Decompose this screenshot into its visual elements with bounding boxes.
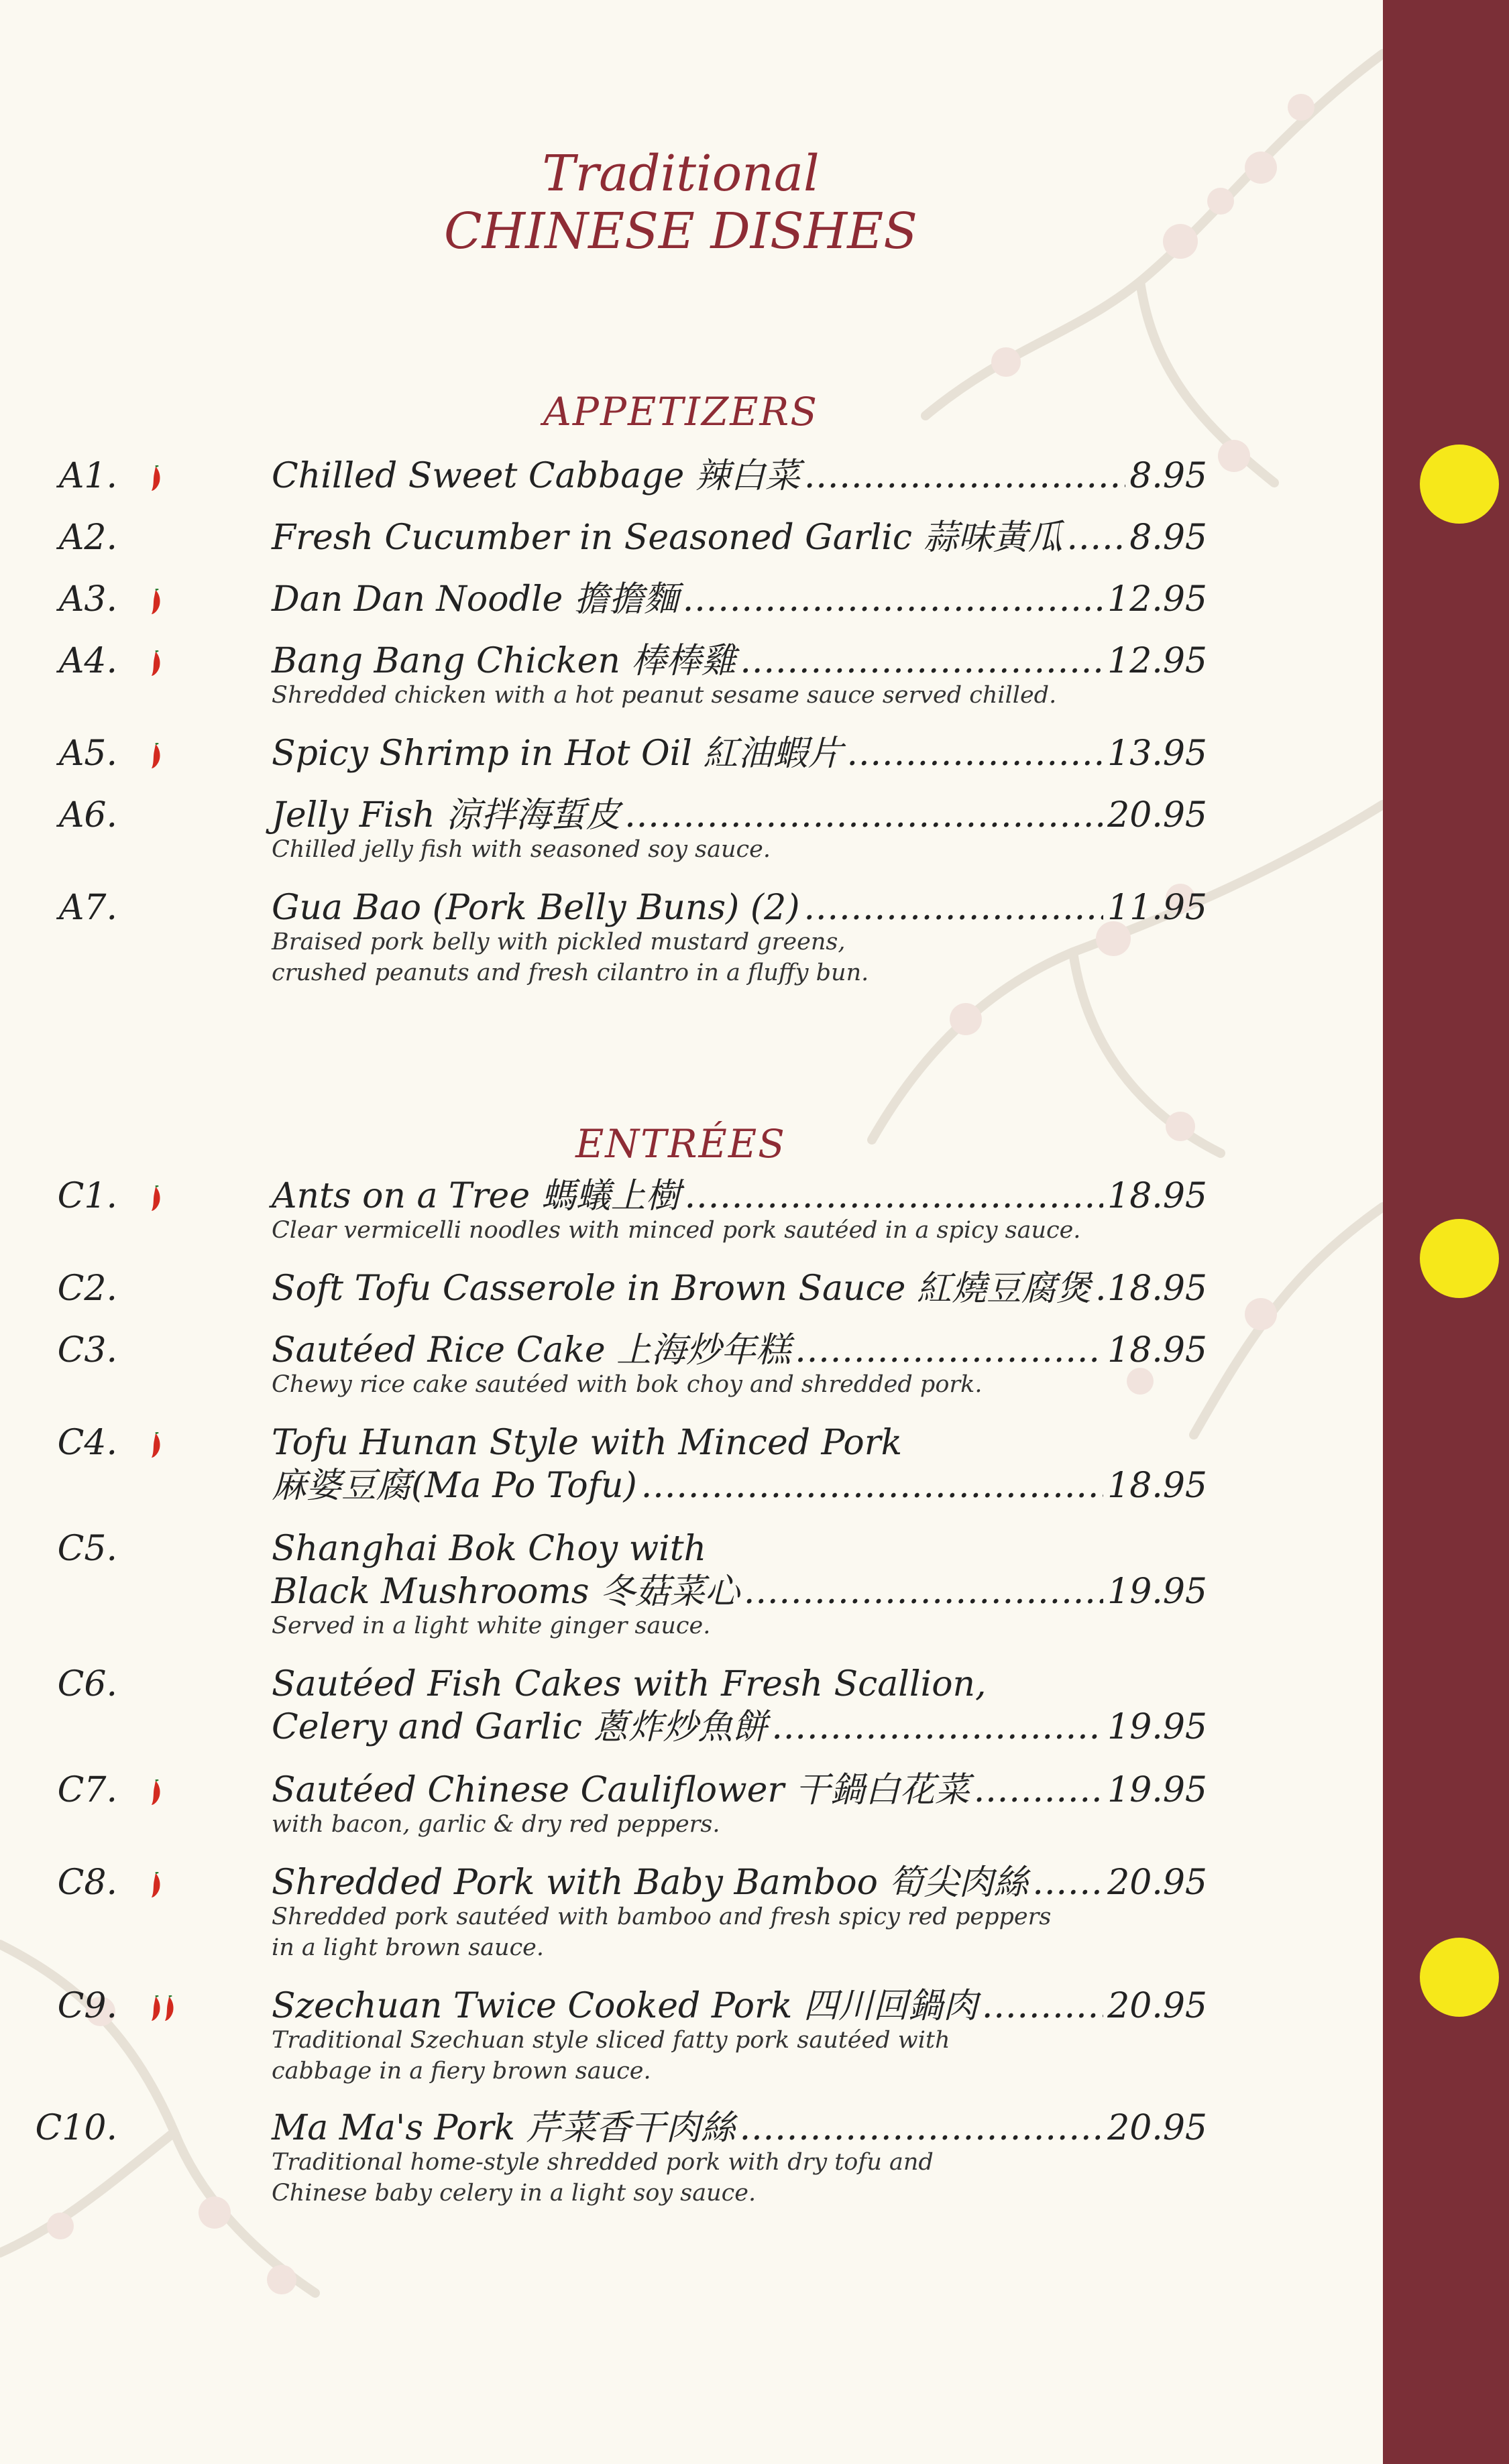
leader-dots bbox=[974, 1770, 1103, 1810]
leader-dots bbox=[771, 1707, 1103, 1747]
item-name: Bang Bang Chicken 棒棒雞 bbox=[272, 641, 736, 681]
item-name-line1: Tofu Hunan Style with Minced Pork bbox=[272, 1423, 903, 1463]
item-code: A5. bbox=[58, 734, 117, 774]
item-price: 19.95 bbox=[1107, 1572, 1207, 1612]
item-description: cabbage in a fiery brown sauce. bbox=[272, 2058, 651, 2085]
leader-dots bbox=[744, 1572, 1103, 1612]
item-code: C7. bbox=[57, 1770, 117, 1810]
leader-dots bbox=[1067, 518, 1126, 558]
item-price: 20.95 bbox=[1107, 795, 1207, 835]
leader-dots bbox=[683, 579, 1103, 620]
leader-dots bbox=[685, 1176, 1103, 1216]
item-price: 18.95 bbox=[1107, 1330, 1207, 1370]
item-description: Shredded pork sautéed with bamboo and fresh spicy red peppers bbox=[272, 1903, 1052, 1930]
menu-title-line2: CHINESE DISHES bbox=[444, 202, 917, 260]
item-code: A2. bbox=[58, 518, 117, 558]
item-name: Szechuan Twice Cooked Pork 四川回鍋肉 bbox=[272, 1986, 978, 2026]
item-description: Clear vermicelli noodles with minced pork sautéed in a spicy sauce. bbox=[272, 1217, 1081, 1244]
item-name-line1: Shanghai Bok Choy with bbox=[272, 1529, 707, 1569]
item-description: crushed peanuts and fresh cilantro in a fluffy bun. bbox=[272, 959, 869, 986]
leader-dots bbox=[804, 456, 1125, 496]
leader-dots bbox=[982, 1986, 1103, 2026]
item-description: in a light brown sauce. bbox=[272, 1934, 545, 1961]
item-name: Celery and Garlic 蔥炸炒魚餅 bbox=[272, 1707, 768, 1747]
item-name: Dan Dan Noodle 擔擔麵 bbox=[272, 579, 679, 620]
item-price: 18.95 bbox=[1107, 1176, 1207, 1216]
leader-dots bbox=[1032, 1863, 1103, 1903]
item-code: C6. bbox=[57, 1664, 117, 1704]
item-name: Ma Ma's Pork 芹菜香干肉絲 bbox=[272, 2108, 736, 2148]
item-code: C9. bbox=[57, 1986, 117, 2026]
chili-pepper-icon bbox=[146, 743, 166, 770]
item-price: 8.95 bbox=[1129, 518, 1207, 558]
item-code: C8. bbox=[57, 1863, 117, 1903]
item-code: C5. bbox=[57, 1529, 117, 1569]
item-code: C2. bbox=[57, 1269, 117, 1309]
item-price: 12.95 bbox=[1107, 579, 1207, 620]
item-name: Fresh Cucumber in Seasoned Garlic 蒜味黃瓜 bbox=[272, 518, 1063, 558]
item-code: A1. bbox=[58, 456, 117, 496]
item-price: 11.95 bbox=[1107, 888, 1207, 928]
item-code: C1. bbox=[57, 1176, 117, 1216]
item-name: Spicy Shrimp in Hot Oil 紅油蝦片 bbox=[272, 734, 843, 774]
chili-pepper-icon bbox=[146, 1872, 166, 1899]
item-price: 8.95 bbox=[1129, 456, 1207, 496]
item-name: Soft Tofu Casserole in Brown Sauce 紅燒豆腐煲 bbox=[272, 1269, 1091, 1309]
item-description: Chilled jelly fish with seasoned soy sauce. bbox=[272, 836, 771, 863]
item-price: 18.95 bbox=[1107, 1466, 1207, 1506]
item-code: C4. bbox=[57, 1423, 117, 1463]
item-description: Served in a light white ginger sauce. bbox=[272, 1612, 711, 1639]
item-code: A4. bbox=[58, 641, 117, 681]
chili-pepper-icon bbox=[146, 1185, 166, 1212]
yellow-binder-dot bbox=[1420, 1938, 1499, 2017]
item-price: 12.95 bbox=[1107, 641, 1207, 681]
item-description: Traditional Szechuan style sliced fatty pork sautéed with bbox=[272, 2027, 950, 2054]
item-code: A3. bbox=[58, 579, 117, 620]
chili-pepper-icon bbox=[146, 465, 166, 492]
item-name: Gua Bao (Pork Belly Buns) (2) bbox=[272, 888, 800, 928]
item-price: 19.95 bbox=[1107, 1770, 1207, 1810]
item-name: Jelly Fish 涼拌海蜇皮 bbox=[272, 795, 621, 835]
item-description: with bacon, garlic & dry red peppers. bbox=[272, 1811, 720, 1838]
leader-dots bbox=[624, 795, 1103, 835]
item-description: Traditional home-style shredded pork with dry tofu and bbox=[272, 2149, 934, 2176]
menu-title-line1: Traditional bbox=[542, 145, 820, 202]
leader-dots bbox=[641, 1466, 1103, 1506]
appetizers-heading: APPETIZERS bbox=[543, 389, 818, 434]
item-price: 20.95 bbox=[1107, 2108, 1207, 2148]
item-code: C3. bbox=[57, 1330, 117, 1370]
item-code: A7. bbox=[58, 888, 117, 928]
item-name: Sautéed Chinese Cauliflower 干鍋白花菜 bbox=[272, 1770, 970, 1810]
leader-dots bbox=[846, 734, 1103, 774]
leader-dots bbox=[804, 888, 1104, 928]
leader-dots bbox=[740, 2108, 1104, 2148]
leader-dots bbox=[740, 641, 1103, 681]
item-name: Chilled Sweet Cabbage 辣白菜 bbox=[272, 456, 800, 496]
double-chili-pepper-icon bbox=[146, 1995, 180, 2022]
item-code: A6. bbox=[58, 795, 117, 835]
item-description: Shredded chicken with a hot peanut sesame sauce served chilled. bbox=[272, 682, 1057, 709]
item-code: C10. bbox=[35, 2108, 117, 2148]
chili-pepper-icon bbox=[146, 589, 166, 615]
item-name: Shredded Pork with Baby Bamboo 筍尖肉絲 bbox=[272, 1863, 1029, 1903]
item-name-line1: Sautéed Fish Cakes with Fresh Scallion, bbox=[272, 1664, 987, 1704]
item-name: Black Mushrooms 冬菇菜心 bbox=[272, 1572, 740, 1612]
chili-pepper-icon bbox=[146, 1432, 166, 1459]
yellow-binder-dot bbox=[1420, 1219, 1499, 1298]
item-price: 19.95 bbox=[1107, 1707, 1207, 1747]
item-name: Sautéed Rice Cake 上海炒年糕 bbox=[272, 1330, 791, 1370]
item-name: Ants on a Tree 螞蟻上樹 bbox=[272, 1176, 681, 1216]
entrees-heading: ENTRÉES bbox=[575, 1121, 786, 1167]
item-price: 20.95 bbox=[1107, 1863, 1207, 1903]
item-description: Braised pork belly with pickled mustard greens, bbox=[272, 929, 846, 955]
item-price: 13.95 bbox=[1107, 734, 1207, 774]
yellow-binder-dot bbox=[1420, 445, 1499, 524]
item-price: 20.95 bbox=[1107, 1986, 1207, 2026]
chili-pepper-icon bbox=[146, 1779, 166, 1806]
item-price: 18.95 bbox=[1107, 1269, 1207, 1309]
item-description: Chinese baby celery in a light soy sauce. bbox=[272, 2180, 757, 2207]
leader-dots bbox=[1095, 1269, 1103, 1309]
item-description: Chewy rice cake sautéed with bok choy and shredded pork. bbox=[272, 1371, 983, 1398]
item-name: 麻婆豆腐(Ma Po Tofu) bbox=[272, 1466, 637, 1506]
leader-dots bbox=[795, 1330, 1103, 1370]
chili-pepper-icon bbox=[146, 650, 166, 677]
